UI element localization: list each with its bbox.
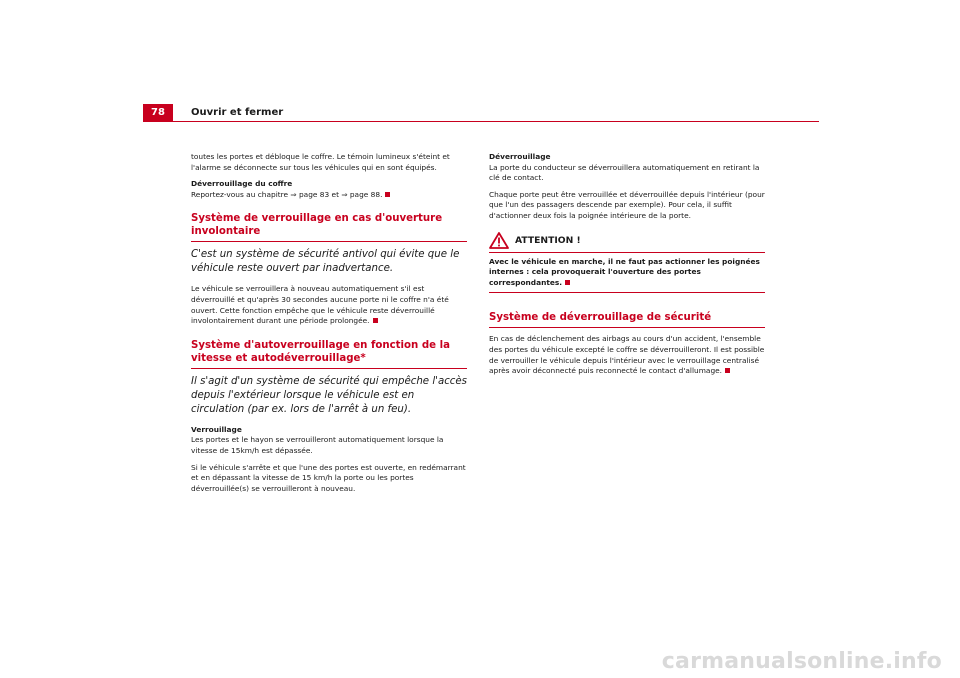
page-number: 78 <box>143 104 173 121</box>
section-title-involuntary-opening: Système de verrouillage en cas d'ouverture involontaire <box>191 212 467 242</box>
unlocking-heading: Déverrouillage <box>489 152 551 161</box>
section-title-safety-unlocking: Système de déverrouillage de sécurité <box>489 311 765 328</box>
warning-paragraph <box>489 257 765 289</box>
warning-title: ATTENTION ! <box>515 235 581 247</box>
warning-text: Avec le véhicule en marche, il ne faut pas actionner les poignées internes : cela provoquerait l'ouverture des portes correspondantes. <box>489 256 760 287</box>
right-column <box>489 152 765 383</box>
section-lead: Il s'agit d'un système de sécurité qui empêche l'accès depuis l'extérieur lorsque le véhicule est en circulation (par ex. lors de l'arrêt à un feu). <box>191 375 467 415</box>
section-lead: C'est un système de sécurité antivol qui évite que le véhicule reste ouvert par inadvertance. <box>191 249 460 275</box>
end-of-section-icon <box>385 192 390 197</box>
unlocking-paragraph: La porte du conducteur se déverrouillera automatiquement en retirant la clé de contact. <box>489 162 760 183</box>
locking-heading: Verrouillage <box>191 424 242 434</box>
section-paragraph <box>191 284 467 326</box>
left-column <box>191 152 467 500</box>
section-paragraph <box>489 334 765 376</box>
intro-paragraph: toutes les portes et débloque le coffre. Le témoin lumineux s'éteint et l'alarme se déconnecte sur tous les véhicules qui en sont équipés. <box>191 152 450 172</box>
end-of-section-icon <box>373 318 378 323</box>
locking-paragraph: Si le véhicule s'arrête et que l'une des portes est ouverte, en redémarrant et en dépassant la vitesse de 15 km/h la porte ou les portes déverrouillée(s) se verrouilleront à nouveau. <box>191 462 466 493</box>
chapter-title: Ouvrir et fermer <box>191 107 284 118</box>
trunk-unlock-heading: Déverrouillage du coffre <box>191 179 293 189</box>
trunk-unlock-paragraph <box>191 190 467 201</box>
section-title-auto-locking: Système d'autoverrouillage en fonction de la vitesse et autodéverrouillage* <box>191 339 467 369</box>
section-text: Le véhicule se verrouillera à nouveau automatiquement s'il est déverrouillé et qu'après 30 secondes aucune porte ni le coffre n'a été ouvert. Cette fonction empêche que le véhicule reste déverrouillé involontairement durant une période prolongée. <box>191 284 449 326</box>
warning-header <box>489 230 765 253</box>
section-text: En cas de déclenchement des airbags au cours d'un accident, l'ensemble des portes du véhicule excepté le coffre se déverrouilleront. Il est possible de verrouiller le véhicule depuis l'intérieur avec le verrouillage centralisé après avoir déconnecté puis reconnecté le contact d'allumage. <box>489 334 765 376</box>
warning-triangle-icon <box>489 232 509 249</box>
warning-box <box>489 230 765 294</box>
header-divider <box>143 121 819 122</box>
locking-paragraph: Les portes et le hayon se verrouilleront automatiquement lorsque la vitesse de 15km/h est dépassée. <box>191 435 444 455</box>
end-of-section-icon <box>725 368 730 373</box>
unlocking-paragraph: Chaque porte peut être verrouillée et déverrouillée depuis l'intérieur (pour que l'un des passagers descende par exemple). Pour cela, il suffit d'actionner deux fois la poignée intérieure de la porte. <box>489 189 765 220</box>
trunk-unlock-text: Reportez-vous au chapitre ⇒ page 83 et ⇒ page 88. <box>191 189 383 199</box>
watermark-logo: carmanualsonline.info <box>661 649 942 674</box>
end-of-section-icon <box>565 280 570 285</box>
